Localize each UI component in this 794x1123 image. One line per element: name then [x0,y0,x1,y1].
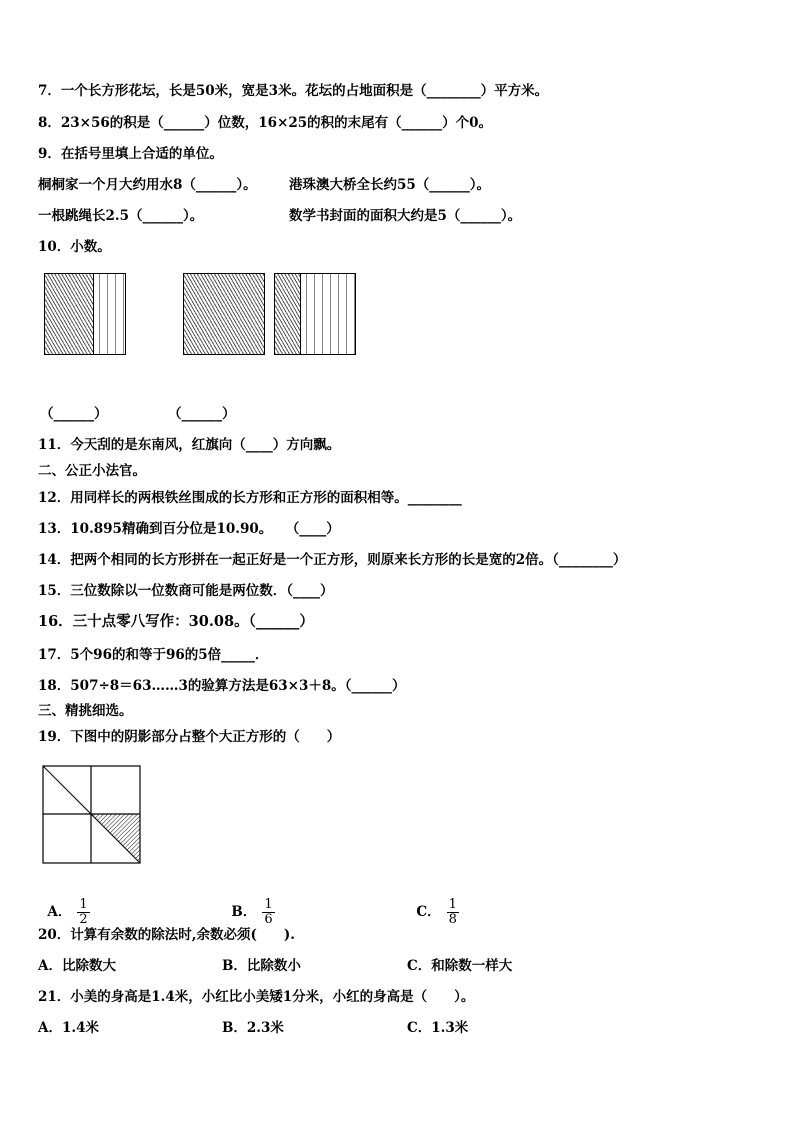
question-9-item-a: 桐桐家一个月大约用水8（______）。 [38,177,257,193]
decimal-figure-1 [44,273,126,355]
option-20-c[interactable]: C．和除数一样大 [407,958,513,974]
question-10: 10．小数。 [38,239,111,255]
option-label: B． [231,904,257,920]
question-8: 8．23×56的积是（______）位数，16×25的积的末尾有（______）个0。 [38,115,493,131]
option-21-a[interactable]: A．1.4米 [38,1020,99,1036]
section-2-heading: 二、公正小法官。 [38,463,146,479]
option-21-c[interactable]: C．1.3米 [407,1020,469,1036]
option-20-b[interactable]: B．比除数小 [222,958,301,974]
fraction: $\frac{1}{6}$ [264,897,273,927]
option-label: A． [47,904,72,920]
question-19: 19．下图中的阴影部分占整个大正方形的（ ） [38,729,341,745]
question-12: 12．用同样长的两根铁丝围成的长方形和正方形的面积相等。________ [38,490,462,506]
question-7: 7．一个长方形花坛，长是50米，宽是3米。花坛的占地面积是（________）平方米。 [38,83,549,99]
option-19-a[interactable] [38,880,90,927]
section-3-heading: 三、精挑细选。 [38,703,133,719]
question-9-item-b: 港珠澳大桥全长约55（______）。 [289,177,491,193]
question-15: 15．三位数除以一位数商可能是两位数．（____） [38,583,334,599]
question-10-blank-1[interactable]: （______） [40,406,108,422]
decimal-figure-2b [274,273,356,355]
question-16: 16．三十点零八写作：30.08。（______） [38,613,314,630]
option-19-b[interactable] [222,880,275,927]
question-9: 9．在括号里填上合适的单位。 [38,146,223,162]
question-17: 17．5个96的和等于96的5倍_____． [38,647,269,663]
square-figure [42,765,142,865]
question-11: 11．今天刮的是东南风，红旗向（____）方向飘。 [38,437,341,453]
question-18: 18．507÷8＝63……3的验算方法是63×3＋8。（______） [38,678,406,694]
question-9-item-d: 数学书封面的面积大约是5（______）。 [289,208,522,224]
option-19-c[interactable] [407,880,459,927]
question-10-blank-2[interactable]: （______） [168,406,236,422]
question-20: 20．计算有余数的除法时,余数必须( ). [38,927,295,943]
question-21: 21．小美的身高是1.4米，小红比小美矮1分米，小红的身高是（ ）。 [38,989,475,1005]
question-9-item-c: 一根跳绳长2.5（______）。 [38,208,204,224]
fraction: $\frac{1}{8}$ [448,897,457,927]
fraction: $\frac{1}{2}$ [79,897,88,927]
option-20-a[interactable]: A．比除数大 [38,958,116,974]
question-13: 13．10.895精确到百分位是10.90。 （____） [38,521,340,537]
question-14: 14．把两个相同的长方形拼在一起正好是一个正方形，则原来长方形的长是宽的2倍。（________） [38,552,627,568]
option-label: C． [416,904,441,920]
decimal-figure-2a [183,273,265,355]
option-21-b[interactable]: B．2.3米 [222,1020,284,1036]
